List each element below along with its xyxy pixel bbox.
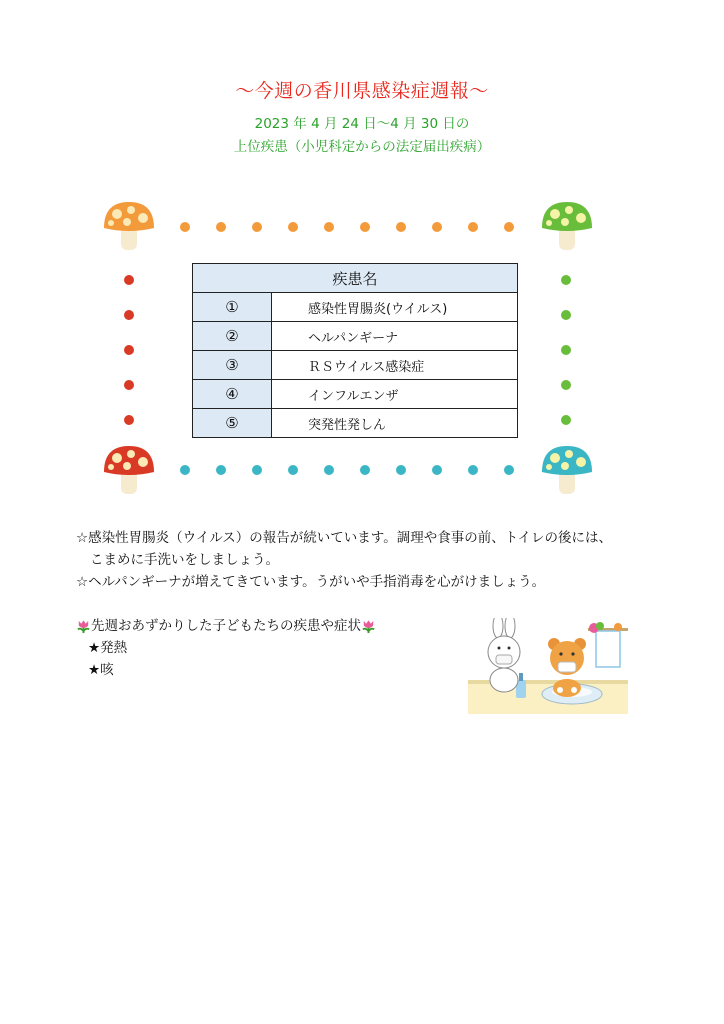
rank-cell: ③ (193, 351, 272, 380)
frame-dot (124, 345, 134, 355)
symptoms-heading: 先週おあずかりした子どもたちの疾患や症状 (91, 618, 361, 634)
tulip-icon (76, 619, 91, 634)
disease-ranking-table (192, 263, 518, 438)
frame-dot (561, 380, 571, 390)
frame-dot (124, 310, 134, 320)
frame-dot (252, 222, 262, 232)
frame-dot (396, 465, 406, 475)
frame-dot (324, 465, 334, 475)
page-title: 〜今週の香川県感染症週報〜 (235, 80, 489, 102)
table-row (193, 293, 518, 322)
frame-dot (396, 222, 406, 232)
symptom-item: ★発熱 (88, 640, 128, 656)
disease-name-cell: インフルエンザ (272, 380, 518, 409)
mushroom-orange-icon (101, 198, 157, 254)
note-line: ☆ヘルパンギーナが増えてきています。うがいや手指消毒を心がけましょう。 (76, 574, 546, 590)
symptoms-heading-row (76, 615, 376, 637)
disease-name-cell: ヘルパンギーナ (272, 322, 518, 351)
frame-dot (288, 465, 298, 475)
frame-dot (468, 222, 478, 232)
rank-cell: ② (193, 322, 272, 351)
frame-dot (432, 222, 442, 232)
subtitle: 上位疾患（小児科定からの法定届出疾病） (233, 139, 491, 155)
tulip-icon (361, 619, 376, 634)
frame-dot (468, 465, 478, 475)
table-row (193, 380, 518, 409)
disease-name-cell: 感染性胃腸炎(ウイルス) (272, 293, 518, 322)
rank-cell: ④ (193, 380, 272, 409)
frame-dot (360, 222, 370, 232)
note-line: こまめに手洗いをしましょう。 (90, 552, 279, 568)
table-row (193, 322, 518, 351)
disease-name-cell: ＲＳウイルス感染症 (272, 351, 518, 380)
frame-dot (180, 222, 190, 232)
table-header: 疾患名 (193, 264, 518, 293)
handwashing-illustration (468, 618, 628, 714)
frame-dot (252, 465, 262, 475)
symptom-item: ★咳 (88, 662, 114, 678)
table-row (193, 409, 518, 438)
frame-dot (561, 310, 571, 320)
frame-dot (504, 222, 514, 232)
mushroom-red-icon (101, 442, 157, 498)
frame-dot (216, 465, 226, 475)
frame-dot (324, 222, 334, 232)
mushroom-cyan-icon (539, 442, 595, 498)
table-row (193, 351, 518, 380)
frame-dot (561, 275, 571, 285)
frame-dot (124, 415, 134, 425)
frame-dot (504, 465, 514, 475)
table-header-row (193, 264, 518, 293)
frame-dot (561, 345, 571, 355)
frame-dot (216, 222, 226, 232)
note-line: ☆感染性胃腸炎（ウイルス）の報告が続いています。調理や食事の前、トイレの後には、 (76, 530, 613, 546)
frame-dot (288, 222, 298, 232)
frame-dot (561, 415, 571, 425)
frame-dot (124, 275, 134, 285)
date-range: 2023 年 4 月 24 日〜4 月 30 日の (254, 116, 470, 132)
rank-cell: ① (193, 293, 272, 322)
mushroom-green-icon (539, 198, 595, 254)
symptoms-section (76, 615, 376, 681)
frame-dot (360, 465, 370, 475)
frame-dot (124, 380, 134, 390)
rank-cell: ⑤ (193, 409, 272, 438)
notes-section (76, 527, 676, 593)
frame-dot (432, 465, 442, 475)
frame-dot (180, 465, 190, 475)
disease-name-cell: 突発性発しん (272, 409, 518, 438)
